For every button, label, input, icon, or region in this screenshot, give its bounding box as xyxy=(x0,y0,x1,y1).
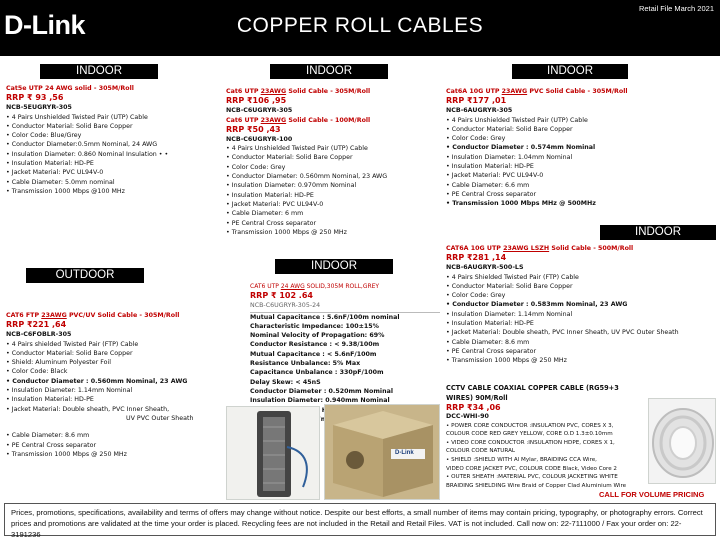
spec-item: • Transmission 1000 Mbps @ 250 MHz xyxy=(6,450,224,459)
spec-line: Capacitance Unbalance : 330pF/100m xyxy=(250,369,384,377)
product-cat6-ftp xyxy=(6,311,224,459)
spec-item: • Conductor Diameter : 0.560mm Nominal, 23 AWG xyxy=(6,377,224,386)
spec-item: • Transmission 1000 Mbps @ 250 MHz xyxy=(446,356,718,365)
spec-item: • Cable Diameter: 8.6 mm xyxy=(446,338,718,347)
tag-indoor-col2: INDOOR xyxy=(270,64,388,79)
spec-item: • Insulation Material: HD-PE xyxy=(226,191,436,200)
product-price: RRP ₹177 ,01 xyxy=(446,96,507,106)
header-bar xyxy=(0,0,720,56)
spec-item: • 4 Pairs Shielded Twisted Pair (FTP) Cable xyxy=(446,273,718,282)
spec-line: • VIDEO CORE CONDUCTOR :INSULATION HDPE, CORES X 1, xyxy=(446,439,615,446)
spec-line: Nominal Velocity of Propagation: 69% xyxy=(250,332,385,340)
spec-line: BRAIDING SHIELDING Wire Braid of Copper Clad Aluminium Wire xyxy=(446,482,627,489)
spec-item: • Transmission 1000 Mbps @ 250 MHz xyxy=(226,228,436,237)
product-sku: NCB-C6FOBLR-305 xyxy=(6,331,72,339)
product-price: RRP ₹34 ,06 xyxy=(446,403,501,412)
spec-item: • Jacket Material: PVC UL94V-0 xyxy=(446,171,718,180)
spec-item: • Insulation Diameter: 1.14mm Nominal xyxy=(6,386,224,395)
spec-line: Conductor Resistance : < 9.38/100m xyxy=(250,341,380,349)
product-cat6a-500-lszh xyxy=(446,244,718,366)
spec-item: • Color Code: Black xyxy=(6,367,224,376)
spec-line: • POWER CORE CONDUCTOR :INSULATION PVC, CORES X 3, xyxy=(446,422,614,429)
volume-pricing-note: CALL FOR VOLUME PRICING xyxy=(599,490,705,499)
tag-outdoor-col1: OUTDOOR xyxy=(26,268,144,283)
product-title: Cat6 UTP 23AWG Solid Cable - 305M/Roll xyxy=(226,88,371,95)
spec-item: • Conductor Diameter:0.5mm Nominal, 24 AWG xyxy=(6,140,224,149)
spec-item: • PE Central Cross separator xyxy=(446,347,718,356)
spec-item: • Color Code: Grey xyxy=(446,291,718,300)
spec-list xyxy=(6,340,224,414)
spec-line: 5.7mm xyxy=(309,415,334,423)
spec-item: • 4 Pairs shielded Twisted Pair (FTP) Cable xyxy=(6,340,224,349)
tag-indoor-col1: INDOOR xyxy=(40,64,158,79)
product-sku: NCB-5EUGRYR-305 xyxy=(6,104,72,112)
product-sku-100m: NCB-C6UGRYR-100 xyxy=(226,135,293,143)
spec-item: • Insulation Material: HD-PE xyxy=(446,162,718,171)
product-price: RRP ₹106 ,95 xyxy=(226,96,287,106)
spec-item: • PE Central Cross separator xyxy=(6,441,224,450)
spec-item: • Insulation Diameter: 1.14mm Nominal xyxy=(446,310,718,319)
spec-line: Conductor Diameter : 0.520mm Nominal xyxy=(250,387,393,395)
spec-line: COLOUR CODE NATURAL xyxy=(446,448,516,455)
spec-line: • OUTER SHEATH :MATERIAL PVC, COLOUR JACKETING WHITE xyxy=(446,474,618,481)
spec-item: • Cable Diameter: 6 mm xyxy=(226,209,436,218)
spec-item: • Insulation Diameter: 1.04mm Nominal xyxy=(446,153,718,162)
page-title: COPPER ROLL CABLES xyxy=(236,14,484,37)
spec-item: • Conductor Diameter : 0.583mm Nominal, 23 AWG xyxy=(446,300,718,309)
product-sku: NCB-C6UGRYR-305 xyxy=(226,107,293,115)
product-title: CAT6A 10G UTP 23AWG LSZH Solid Cable - 500M/Roll xyxy=(446,245,634,252)
product-cat6-24awg xyxy=(250,282,440,424)
box-brand-label: D-Link xyxy=(395,450,414,456)
spec-line: Resistance Unbalance: 5% Max xyxy=(250,360,361,368)
tag-indoor2-col2: INDOOR xyxy=(275,259,393,274)
spec-item: • Insulation Diameter: 0.970mm Nominal xyxy=(226,181,436,190)
spec-item: • Jacket Material: Double sheath, PVC Inner Sheath, xyxy=(6,405,224,414)
product-title: Cat5e UTP 24 AWG solid - 305M/Roll xyxy=(6,85,134,92)
product-cctv-coax xyxy=(446,383,646,490)
product-price: RRP ₹ 102 .64 xyxy=(250,291,313,301)
footer-disclaimer: Prices, promotions, specifications, availability and terms of offers may change without notice. Despite our best efforts, a small number of items may contain pricing, typography, or photography errors. Correct prices and promotions are validated at the time your order is placed. Recycling fees are not included in the Retail and Retail Files. VAT is not included. Call now on: 22-7111000 / Fax your order on: 22-3191236 xyxy=(4,503,716,536)
spec-item: • Conductor Material: Solid Bare Copper xyxy=(446,125,718,134)
product-title: CAT6 UTP 24 AWG SOLID,305M ROLL,GREY xyxy=(250,283,380,290)
spec-list-2 xyxy=(6,431,224,459)
cable-box-image xyxy=(324,404,440,500)
spec-item: • Insulation Material: HD-PE xyxy=(446,319,718,328)
spec-item: • Transmission 1000 Mbps MHz @ 500MHz xyxy=(446,199,718,208)
coax-coil-drawing xyxy=(649,399,716,484)
spec-line: VIDEO CORE JACKET PVC, COLOUR CODE Black, Video Core 2 xyxy=(446,465,617,472)
spec-line: Mutual Capacitance : < 5.6nF/100m xyxy=(250,350,377,358)
retail-file-label: Retail File March 2021 xyxy=(638,4,714,13)
dlink-logo: D-Link xyxy=(4,10,85,40)
spec-item: • Color Code: Grey xyxy=(446,134,718,143)
product-sku: NCB-C6UGRYR-305-24 xyxy=(250,301,440,312)
product-cat6-utp-23awg xyxy=(226,87,436,237)
product-cat5e-305 xyxy=(6,84,224,196)
spec-item: • Jacket Material: PVC UL94V-0 xyxy=(6,168,224,177)
product-price: RRP ₹221 ,64 xyxy=(6,320,67,330)
spec-list xyxy=(226,144,436,237)
spec-list xyxy=(6,113,224,197)
spec-item: • Color Code: Blue/Grey xyxy=(6,131,224,140)
spec-item: • Shield: Aluminum Polyester Foil xyxy=(6,358,224,367)
spec-item: • Insulation Material: HD-PE xyxy=(6,395,224,404)
product-cat6a-305 xyxy=(446,87,718,209)
spec-item: • PE Central Cross separator xyxy=(226,219,436,228)
spec-item: • 4 Pairs Unshielded Twisted Pair (UTP) Cable xyxy=(226,144,436,153)
spec-line: • SHIELD :SHIELD WITH Al Mylar, BRAIDING CCA Wire, xyxy=(446,456,597,463)
product-title-100m: Cat6 UTP 23AWG Solid Cable - 100M/Roll xyxy=(226,116,371,124)
spec-item: • Cable Diameter: 6.6 mm xyxy=(446,181,718,190)
spec-item: • Conductor Diameter: 0.560mm Nominal, 23 AWG xyxy=(226,172,436,181)
spec-list xyxy=(446,116,718,209)
spec-item: • Transmission 1000 Mbps @100 MHz xyxy=(6,187,224,196)
spec-item: • Conductor Diameter : 0.574mm Nominal xyxy=(446,143,718,152)
product-price-100m: RRP ₹50 ,43 xyxy=(226,124,281,134)
spec-list xyxy=(446,273,718,366)
spec-item: • Conductor Material: Solid Bare Copper xyxy=(226,153,436,162)
spec-line: Mutual Capacitance : 5.6nF/100m nominal xyxy=(250,313,400,321)
spec-line: COLOUR CODE RED GREY YELLOW, CORE O.D 1.3±0.10mm xyxy=(446,431,613,438)
spec-item: • Jacket Material: PVC UL94V-0 xyxy=(226,200,436,209)
spec-item: • Conductor Material: Solid Bare Copper xyxy=(446,282,718,291)
product-price: RRP ₹281 ,14 xyxy=(446,253,507,263)
product-sku: DCC-WHI-90 xyxy=(446,413,489,420)
product-title: CAT6 FTP 23AWG PVC/UV Solid Cable - 305M/Roll xyxy=(6,312,180,319)
product-sku: NCB-6AUGRYR-500-LS xyxy=(446,264,524,272)
spec-item: • Insulation Diameter: 0.860 Nominal Insulation • • xyxy=(6,150,224,159)
spec-item: • Jacket Material: Double sheath, PVC Inner Sheath, UV PVC Outer Sheath xyxy=(446,328,718,337)
tag-indoor-col3: INDOOR xyxy=(512,64,628,79)
spec-line: Insulation Diameter: 0.940mm Nominal xyxy=(250,397,390,405)
product-price: RRP ₹ 93 ,56 xyxy=(6,93,64,103)
spec-item: • Cable Diameter: 8.6 mm xyxy=(6,431,224,440)
cable-box-drawing xyxy=(325,405,440,500)
spec-item: • 4 Pairs Unshielded Twisted Pair (UTP) Cable xyxy=(446,116,718,125)
spec-item: • Insulation Material: HD-PE xyxy=(6,159,224,168)
cable-reel-drawing xyxy=(227,407,320,500)
spec-item: • PE Central Cross separator xyxy=(446,190,718,199)
product-sku: NCB-6AUGRYR-305 xyxy=(446,107,513,115)
cable-reel-image xyxy=(226,406,320,500)
coax-coil-image xyxy=(648,398,716,484)
spec-item: • Conductor Material: Solid Bare Copper xyxy=(6,349,224,358)
spec-item: • Conductor Material: Solid Bare Copper xyxy=(6,122,224,131)
product-title: CCTV CABLE COAXIAL COPPER CABLE (RG59+3 WIRES) 90M/Roll xyxy=(446,384,619,402)
spec-item: • 4 Pairs Unshielded Twisted Pair (UTP) Cable xyxy=(6,113,224,122)
spec-line: Characteristic Impedance: 100±15% xyxy=(250,322,379,330)
spec-item: • Color Code: Grey xyxy=(226,163,436,172)
tag-indoor2-col3: INDOOR xyxy=(600,225,716,240)
product-title: Cat6A 10G UTP 23AWG PVC Solid Cable - 305M/Roll xyxy=(446,88,628,95)
spec-line: Delay Skew: < 45nS xyxy=(250,378,321,386)
spec-continuation: UV PVC Outer Sheath xyxy=(126,414,194,422)
spec-item: • Cable Diameter: 5.0mm nominal xyxy=(6,178,224,187)
